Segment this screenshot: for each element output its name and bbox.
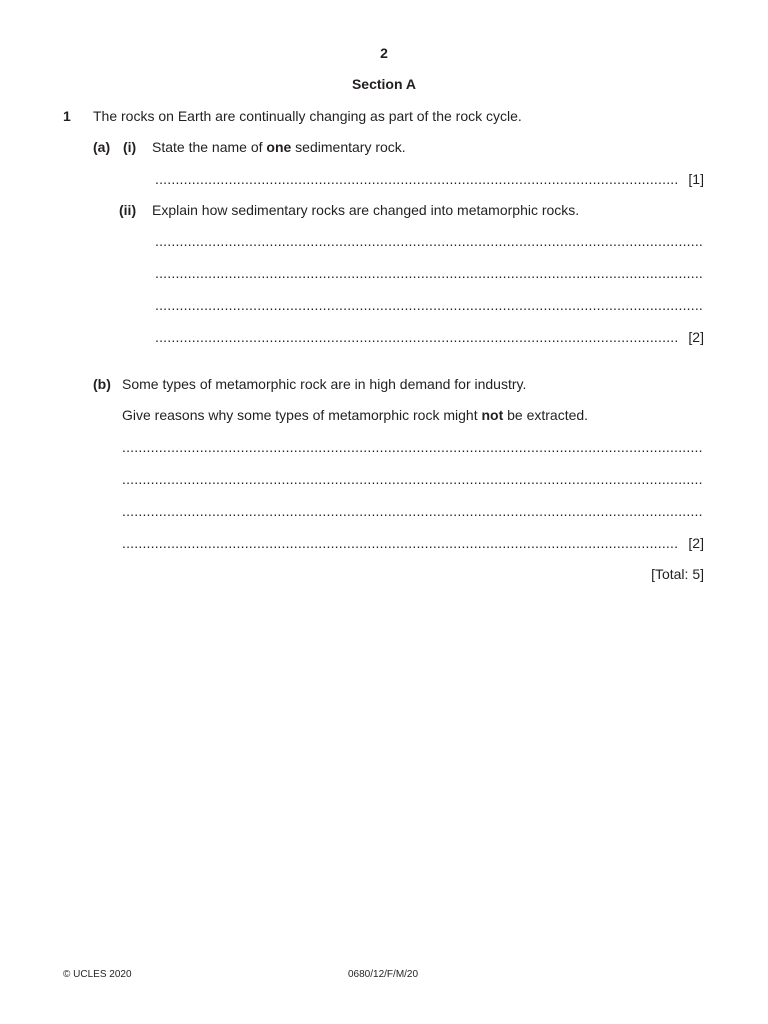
answer-line-b-4[interactable] [122, 535, 679, 551]
part-b-text2-bold: not [481, 407, 504, 423]
sub-i-text-before: State the name of [152, 139, 267, 155]
answer-line-a-ii-2[interactable] [155, 265, 703, 281]
part-b-question [122, 407, 588, 423]
part-b-text1: Some types of metamorphic rock are in high demand for industry. [122, 376, 527, 392]
section-title: Section A [351, 76, 417, 92]
question-number: 1 [63, 108, 71, 124]
answer-line-a-ii-1[interactable] [155, 233, 703, 249]
sub-ii-label: (ii) [119, 202, 137, 218]
sub-i-text-after: sedimentary rock. [291, 139, 406, 155]
answer-line-a-ii-3[interactable] [155, 297, 703, 313]
sub-i-label: (i) [123, 139, 137, 155]
part-b-label: (b) [93, 376, 111, 392]
total-marks: [Total: 5] [651, 566, 704, 582]
answer-line-b-1[interactable] [122, 439, 703, 455]
marks-a-ii: [2] [688, 329, 704, 345]
marks-a-i: [1] [688, 171, 704, 187]
sub-ii-question: Explain how sedimentary rocks are changed into metamorphic rocks. [152, 202, 580, 218]
answer-line-a-i[interactable] [155, 171, 679, 187]
part-b-text2-after: be extracted. [503, 407, 589, 423]
marks-b: [2] [688, 535, 704, 551]
question-intro: The rocks on Earth are continually changing as part of the rock cycle. [93, 108, 522, 124]
answer-line-b-3[interactable] [122, 503, 703, 519]
answer-line-b-2[interactable] [122, 471, 703, 487]
part-b-text2-before: Give reasons why some types of metamorphic rock might [122, 407, 482, 423]
answer-line-a-ii-4[interactable] [155, 329, 679, 345]
footer-code: 0680/12/F/M/20 [348, 969, 419, 980]
part-a-label: (a) [93, 139, 111, 155]
sub-i-text-bold: one [266, 139, 292, 155]
sub-i-question [152, 139, 406, 155]
page-number: 2 [380, 45, 388, 61]
footer-copyright: © UCLES 2020 [63, 969, 132, 980]
